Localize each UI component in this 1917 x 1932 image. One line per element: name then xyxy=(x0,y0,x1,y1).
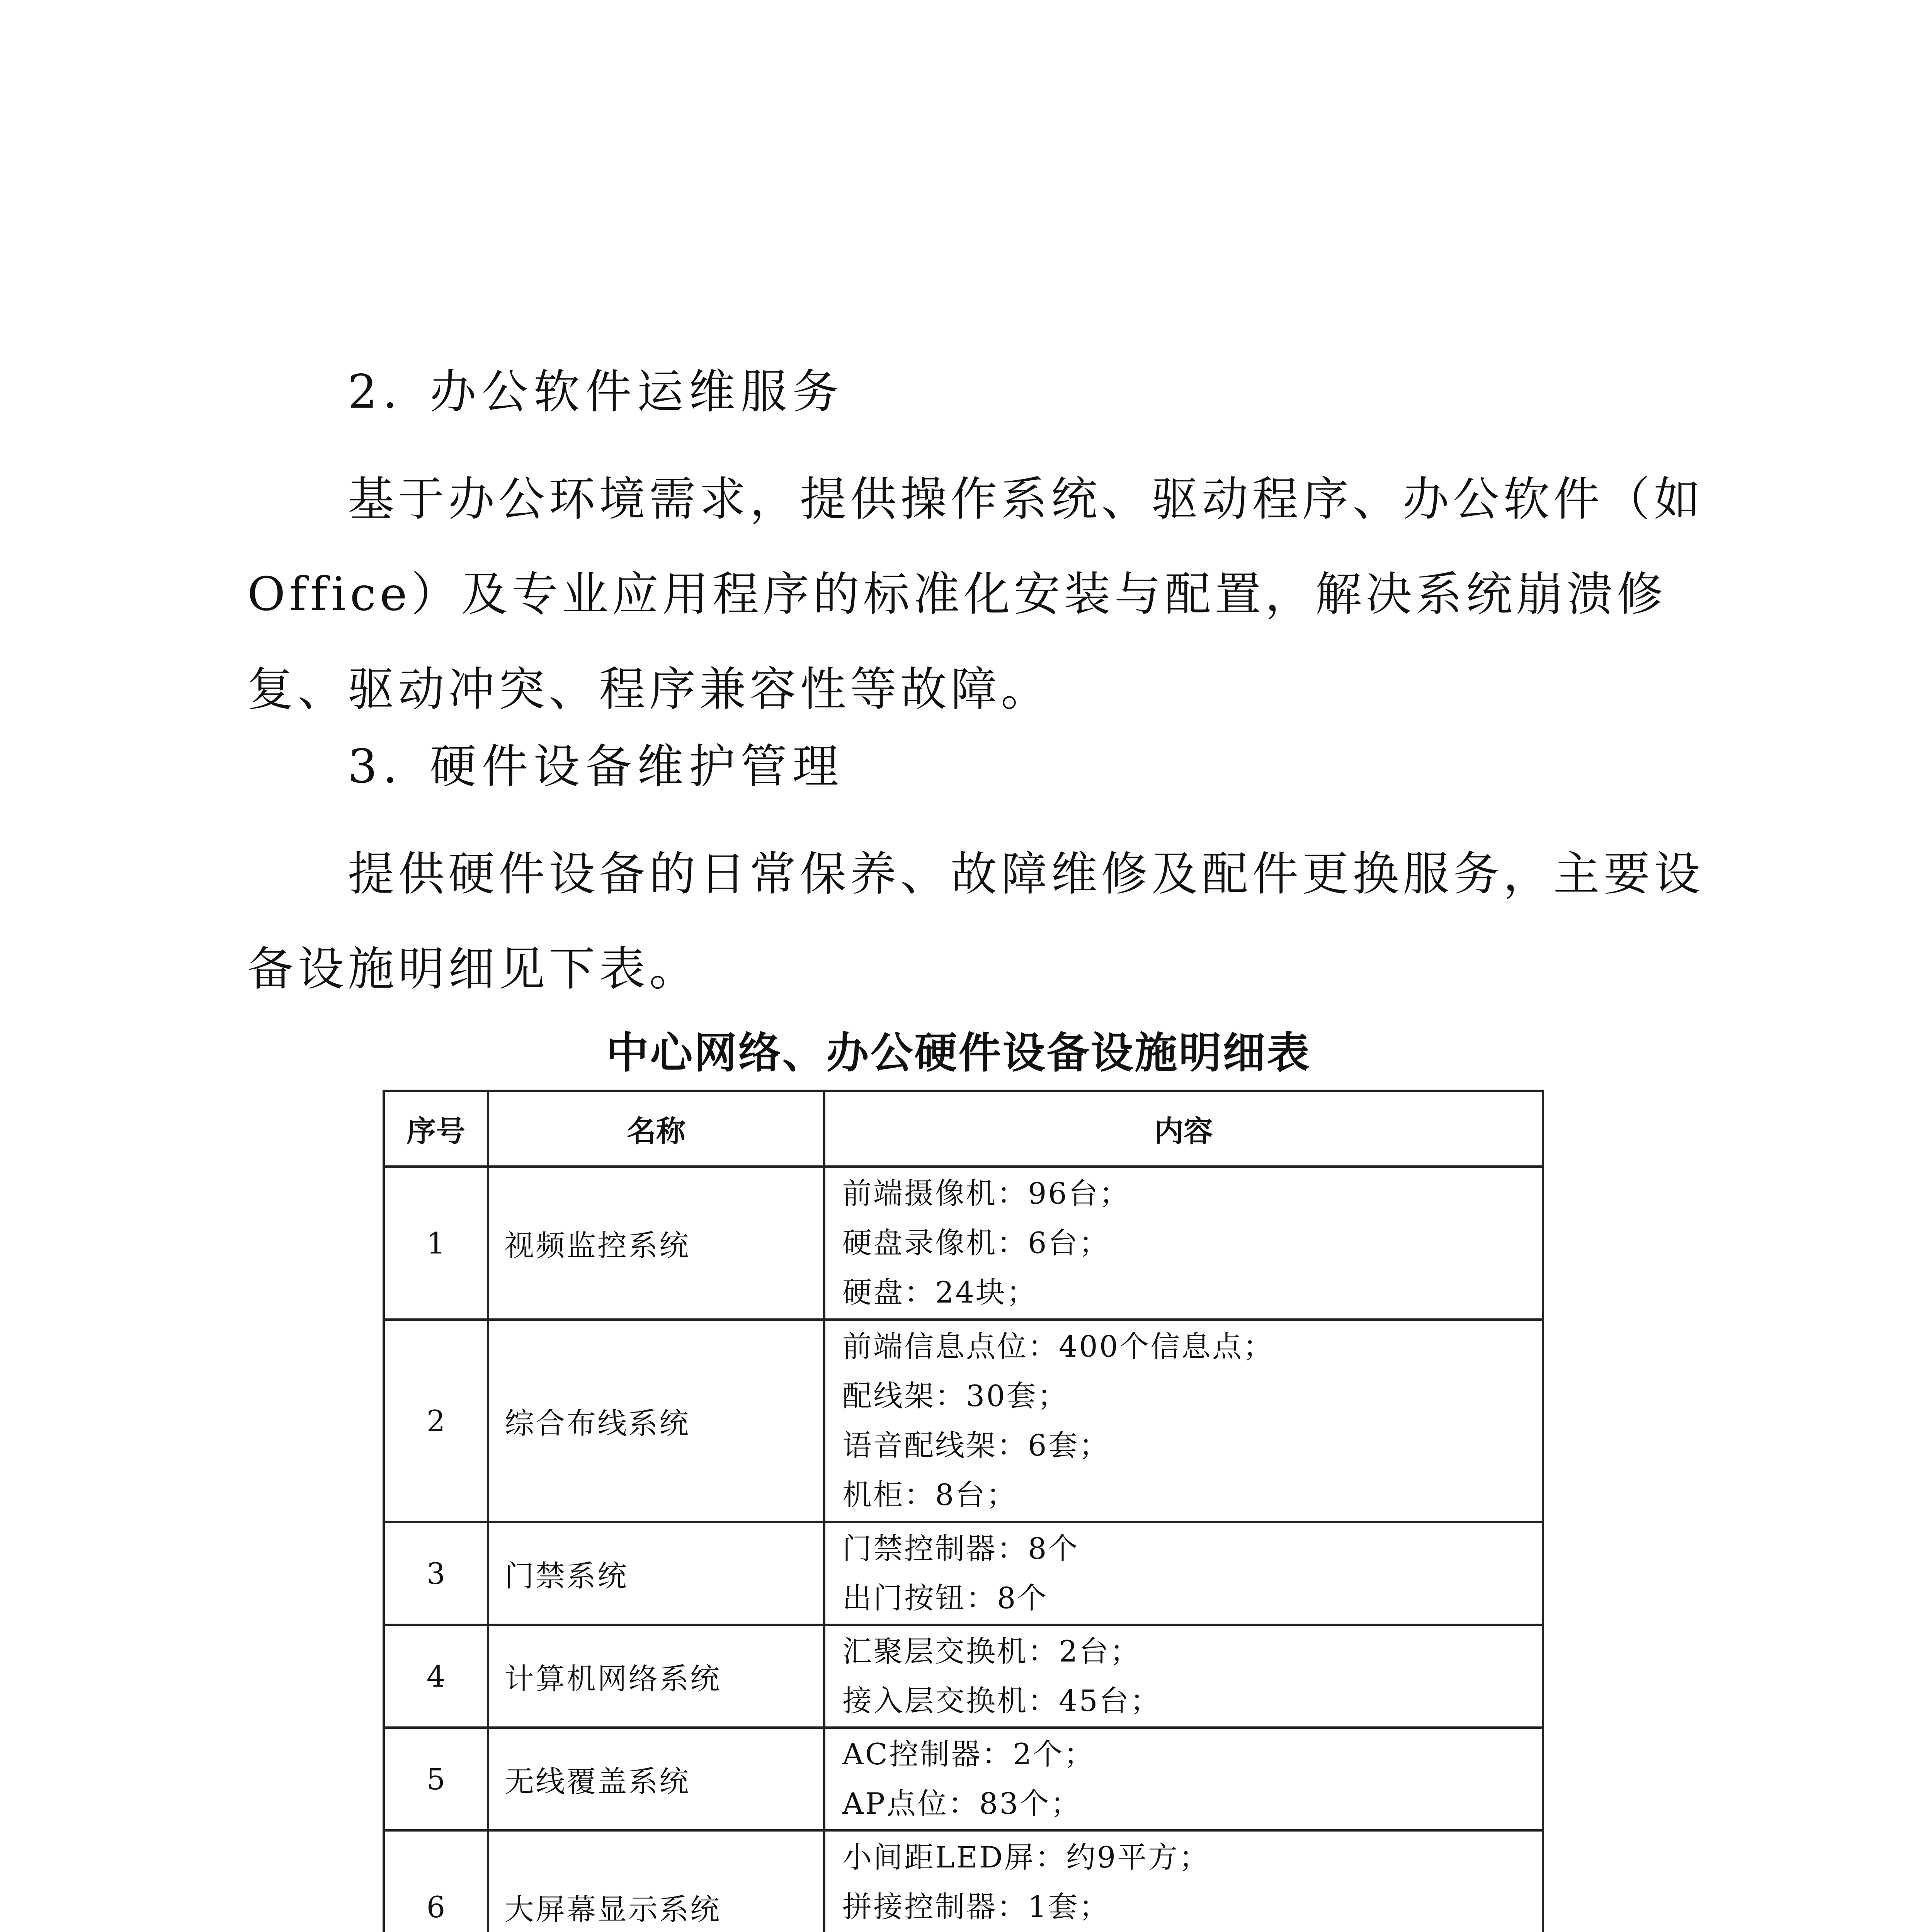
content-line: 前端信息点位：400个信息点； xyxy=(842,1329,1274,1364)
table-row xyxy=(384,1167,1543,1320)
table-row xyxy=(384,1830,1543,1932)
section-3-heading xyxy=(348,738,844,796)
equipment-table xyxy=(383,1090,1544,1932)
section-3-number: 3. xyxy=(348,740,403,794)
content-line: 机柜：8台； xyxy=(842,1478,1017,1512)
header-content: 内容 xyxy=(824,1091,1543,1167)
table-title: 中心网络、办公硬件设备设施明细表 xyxy=(606,1028,1311,1078)
content-line: AP点位：83个； xyxy=(842,1786,1082,1821)
header-name: 名称 xyxy=(488,1091,824,1167)
content-line: 前端摄像机：96台； xyxy=(842,1176,1130,1211)
row-content xyxy=(824,1522,1543,1625)
section-2-paragraph: 基于办公环境需求，提供操作系统、驱动程序、办公软件（如Office）及专业应用程序的标准化安装与配置，解决系统崩溃修复、驱动冲突、程序兼容性等故障。 xyxy=(247,473,1704,716)
content-line: 接入层交换机：45台； xyxy=(842,1684,1161,1718)
table-header-row xyxy=(384,1091,1543,1167)
content-line: AC控制器：2个； xyxy=(842,1737,1095,1771)
row-content xyxy=(824,1625,1543,1728)
row-name: 无线覆盖系统 xyxy=(488,1728,824,1830)
row-name: 综合布线系统 xyxy=(488,1320,824,1522)
section-2-number: 2. xyxy=(348,365,403,419)
content-line: 小间距LED屏：约9平方； xyxy=(842,1840,1210,1874)
row-index: 5 xyxy=(384,1728,488,1830)
row-content xyxy=(824,1167,1543,1320)
content-line: 拼接控制器：1套； xyxy=(842,1889,1110,1924)
content-line: 硬盘：24块； xyxy=(842,1275,1038,1310)
row-content xyxy=(824,1830,1543,1932)
row-name: 视频监控系统 xyxy=(488,1167,824,1320)
table-row xyxy=(384,1320,1543,1522)
content-line: 门禁控制器：8个 xyxy=(842,1531,1079,1566)
table-row xyxy=(384,1625,1543,1728)
table-row xyxy=(384,1522,1543,1625)
content-line: 语音配线架：6套； xyxy=(842,1428,1110,1463)
row-index: 4 xyxy=(384,1625,488,1728)
row-content xyxy=(824,1320,1543,1522)
content-line: 配线架：30套； xyxy=(842,1379,1068,1413)
section-3-paragraph: 提供硬件设备的日常保养、故障维修及配件更换服务，主要设备设施明细见下表。 xyxy=(247,847,1704,996)
table-row xyxy=(384,1728,1543,1830)
content-line: 出门按钮：8个 xyxy=(842,1581,1048,1615)
row-index: 2 xyxy=(384,1320,488,1522)
header-index: 序号 xyxy=(384,1091,488,1167)
content-line: 硬盘录像机：6台； xyxy=(842,1226,1110,1260)
row-index: 6 xyxy=(384,1830,488,1932)
row-index: 3 xyxy=(384,1522,488,1625)
row-name: 门禁系统 xyxy=(488,1522,824,1625)
row-index: 1 xyxy=(384,1167,488,1320)
section-3-title: 硬件设备维护管理 xyxy=(430,740,844,794)
row-content xyxy=(824,1728,1543,1830)
section-2-title: 办公软件运维服务 xyxy=(430,365,844,419)
row-name: 大屏幕显示系统 xyxy=(488,1830,824,1932)
row-name: 计算机网络系统 xyxy=(488,1625,824,1728)
section-2-heading xyxy=(348,363,844,421)
content-line: 汇聚层交换机：2台； xyxy=(842,1634,1141,1668)
